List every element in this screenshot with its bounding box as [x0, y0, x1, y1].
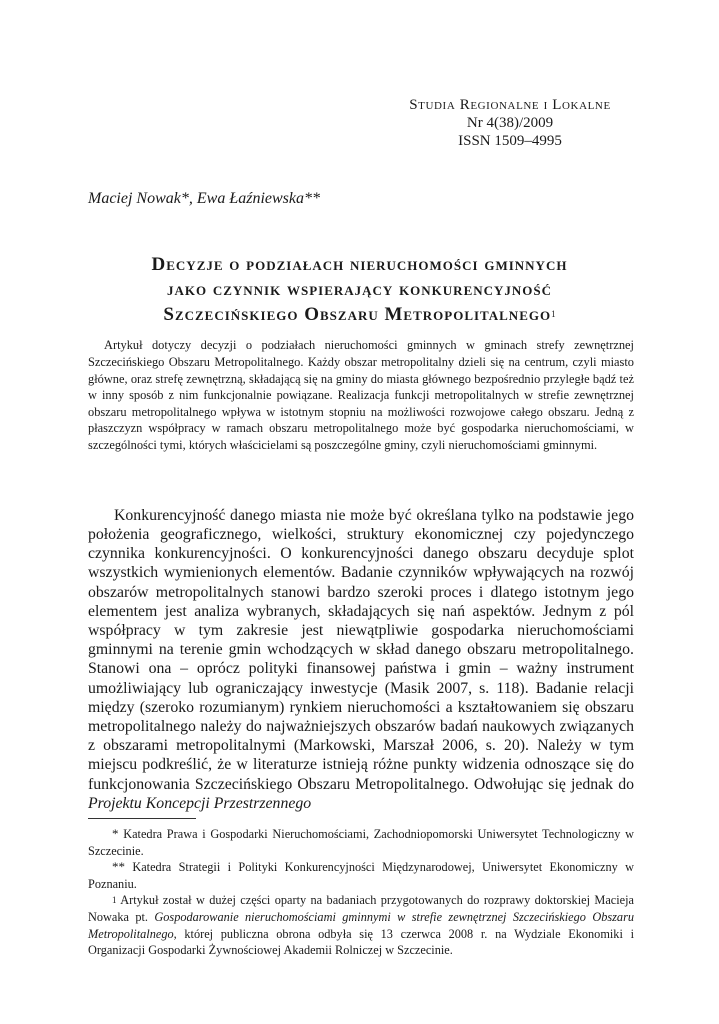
title-line-2: jako czynnik wspierający konkurencyjność	[166, 279, 553, 300]
title-line-1: Decyzje o podziałach nieruchomości gminnych	[151, 254, 568, 275]
abstract: Artykuł dotyczy decyzji o podziałach nieruchomości gminnych w gminach strefy zewnętrznej Szczecińskiego Obszaru Metropolitalnego. Każdy obszar metropolitalny dzieli się na centrum, czyli miasto główne, oraz strefę zewnętrzną, składającą się na gminy do miasta głównego bezpośrednio przyległe bądź też w inny sposób z nim funkcjonalnie powiązane. Realizacja funkcji metropolitalnych w strefie zewnętrznej obszaru metropolitalnego wpływa w istotnym stopniu na możliwości rozwojowe całego obszaru. Jedną z płaszczyzn współpracy w ramach obszaru metropolitalnego może być gospodarka nieruchomościami, w szczególności tymi, których właścicielami są poszczególne gminy, czyli nieruchomościami gminnymi.	[88, 338, 634, 452]
journal-header	[380, 96, 640, 150]
footnote-1	[88, 892, 634, 958]
footnote-text-before: Artykuł został w dużej części oparty na badaniach przygotowanych do rozprawy doktorskiej Macieja Nowaka pt.	[88, 893, 635, 924]
title-footnote-ref[interactable]: 1	[551, 309, 556, 319]
footnote-mark: *	[112, 826, 119, 841]
footnote-mark: **	[112, 859, 125, 875]
article-title	[60, 252, 659, 327]
footnote-text: Katedra Prawa i Gospodarki Nieruchomościami, Zachodniopomorski Uniwersytet Technologiczny w Szczecinie.	[88, 827, 634, 858]
title-line-3	[60, 302, 659, 327]
journal-name: Studia Regionalne i Lokalne	[409, 97, 611, 113]
title-line-3-text: Szczecińskiego Obszaru Metropolitalnego	[163, 304, 552, 325]
footnote-mark: 1	[112, 895, 117, 906]
footnotes	[88, 826, 634, 959]
footnote-text-after: , której publiczna obrona odbyła się 13 czerwca 2008 r. na Wydziale Ekonomiki i Organizacji Gospodarki Żywnościowej Akademii Rolniczej w Szczecinie.	[88, 926, 634, 958]
footnote-separator	[88, 818, 196, 819]
footnote-italic-title: Gospodarowanie nieruchomościami gminnymi w strefie zewnętrznej Szczecińskiego Obszaru Metropolitalnego	[88, 909, 634, 941]
body-text: Konkurencyjność danego miasta nie może być określana tylko na podstawie jego położenia geograficznego, wielkości, struktury ekonomicznej czy pojedynczego czynnika konkurencyjności. O konkurencyjności danego obszaru decyduje splot wszystkich wymienionych elementów. Badanie czynników wpływających na rozwój obszarów metropolitalnych stanowi bardzo szeroki proces i dlatego istotnym jego elementem jest analiza wybranych, składających się nań aspektów. Jednym z pól współpracy w tym zakresie jest niewątpliwie gospodarka nieruchomościami gminnymi na terenie gmin wchodzących w skład danego obszaru metropolitalnego. Stanowi ona – oprócz polityki finansowej państwa i gmin – ważny instrument umożliwiający lub ograniczający inwestycje (Masik 2007, s. 118). Badanie relacji między (szeroko rozumianym) rynkiem nieruchomości a kształtowaniem się obszaru metropolitalnego należy do najważniejszych obszarów badań naukowych związanych z obszarami metropolitalnymi (Markowski, Marszał 2006, s. 20). Należy w tym miejscu podkreślić, że w literaturze istnieją różne punkty widzenia odnoszące się do funkcjonowania Szczecińskiego Obszaru Metropolitalnego. Odwołując się jednak do	[88, 506, 634, 793]
footnote-text: Katedra Strategii i Polityki Konkurencyjności Międzynarodowej, Uniwersytet Ekonomiczny w Poznaniu.	[88, 860, 634, 891]
body-italic-title: Projektu Koncepcji Przestrzennego	[88, 794, 312, 812]
body-paragraph	[88, 506, 634, 813]
footnote-author-1	[88, 826, 634, 859]
journal-issue: Nr 4(38)/2009	[466, 115, 554, 131]
footnote-author-2	[88, 859, 634, 892]
journal-issn: ISSN 1509–4995	[458, 133, 562, 149]
authors: Maciej Nowak*, Ewa Łaźniewska**	[88, 190, 320, 207]
